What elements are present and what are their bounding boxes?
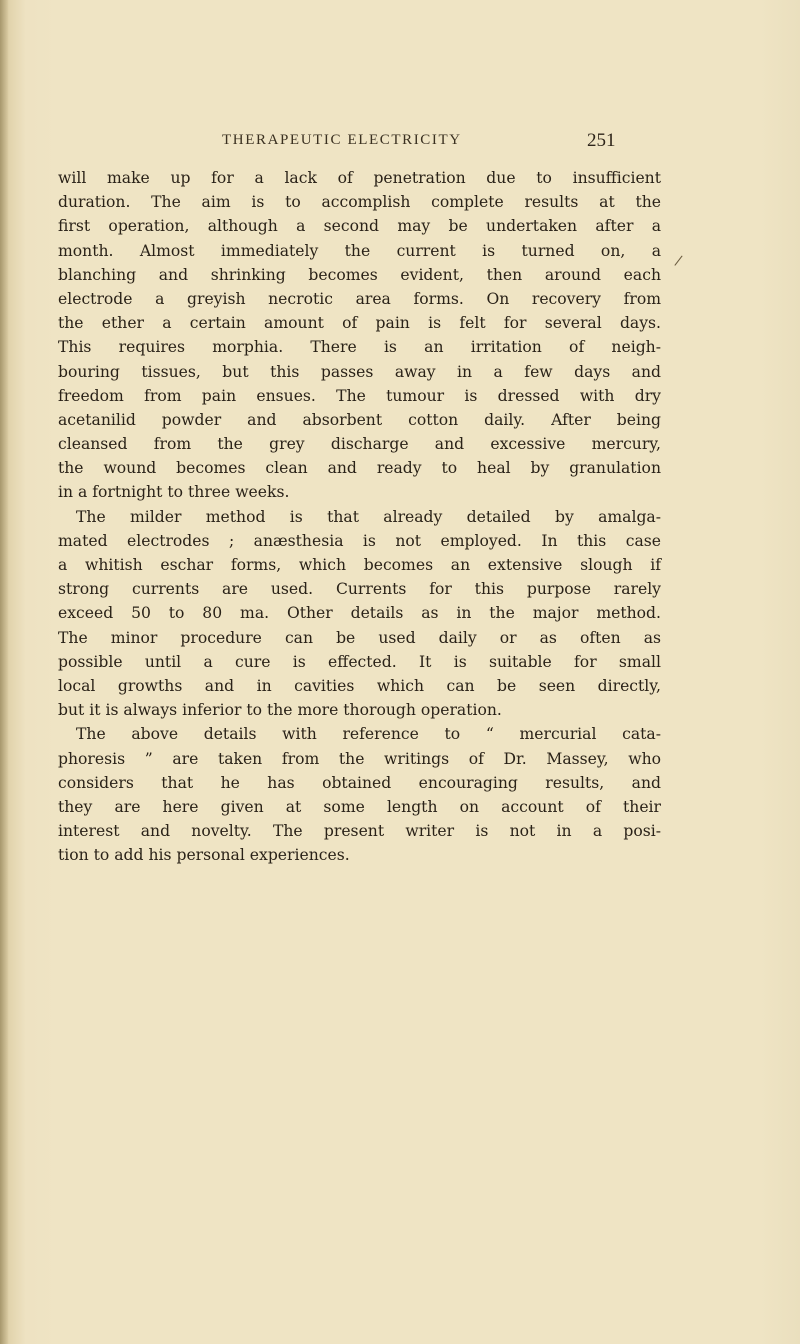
text-line: interest and novelty. The present writer is not in a posi-: [58, 822, 661, 841]
text-line: cleansed from the grey discharge and excessive mercury,: [58, 435, 661, 454]
text-line: The minor procedure can be used daily or as often as: [58, 628, 661, 647]
text-line: blanching and shrinking becomes evident, then around each: [58, 265, 661, 284]
text-line: bouring tissues, but this passes away in a few days and: [58, 362, 661, 381]
page-number: 251: [587, 130, 616, 151]
text-line: they are here given at some length on account of their: [58, 797, 661, 816]
text-line: phoresis ” are taken from the writings of Dr. Massey, who: [58, 749, 661, 768]
text-line: tion to add his personal experiences.: [58, 846, 350, 865]
text-line: in a fortnight to three weeks.: [58, 483, 290, 502]
text-line: exceed 50 to 80 ma. Other details as in the major method.: [58, 604, 661, 623]
text-line: the wound becomes clean and ready to heal by granulation: [58, 459, 661, 478]
text-line: first operation, although a second may be undertaken after a: [58, 217, 661, 236]
binding-shadow: [0, 0, 8, 1344]
text-line: local growths and in cavities which can be seen directly,: [58, 676, 661, 695]
text-line: the ether a certain amount of pain is felt for several days.: [58, 314, 661, 333]
text-line: but it is always inferior to the more thorough operation.: [58, 701, 502, 720]
page-header: [0, 132, 800, 156]
text-line: duration. The aim is to accomplish complete results at the: [58, 193, 661, 212]
text-line: electrode a greyish necrotic area forms. On recovery from: [58, 289, 661, 308]
text-line: acetanilid powder and absorbent cotton daily. After being: [58, 410, 661, 429]
text-line: month. Almost immediately the current is turned on, a: [58, 241, 661, 260]
text-line: possible until a cure is effected. It is suitable for small: [58, 652, 661, 671]
text-line: This requires morphia. There is an irritation of neigh-: [58, 338, 661, 357]
text-line: mated electrodes ; anæsthesia is not employed. In this case: [58, 531, 661, 550]
margin-pencil-mark: /: [673, 252, 684, 270]
text-line: freedom from pain ensues. The tumour is dressed with dry: [58, 386, 661, 405]
text-line: considers that he has obtained encouraging results, and: [58, 773, 661, 792]
text-line: strong currents are used. Currents for this purpose rarely: [58, 580, 661, 599]
text-line: The milder method is that already detailed by amalga-: [76, 507, 661, 526]
text-line: a whitish eschar forms, which becomes an extensive slough if: [58, 556, 661, 574]
text-line: will make up for a lack of penetration due to insufficient: [58, 169, 661, 187]
text-line: The above details with reference to “ mercurial cata-: [76, 725, 661, 744]
body-text: [58, 166, 661, 867]
running-title: THERAPEUTIC ELECTRICITY: [222, 132, 462, 148]
